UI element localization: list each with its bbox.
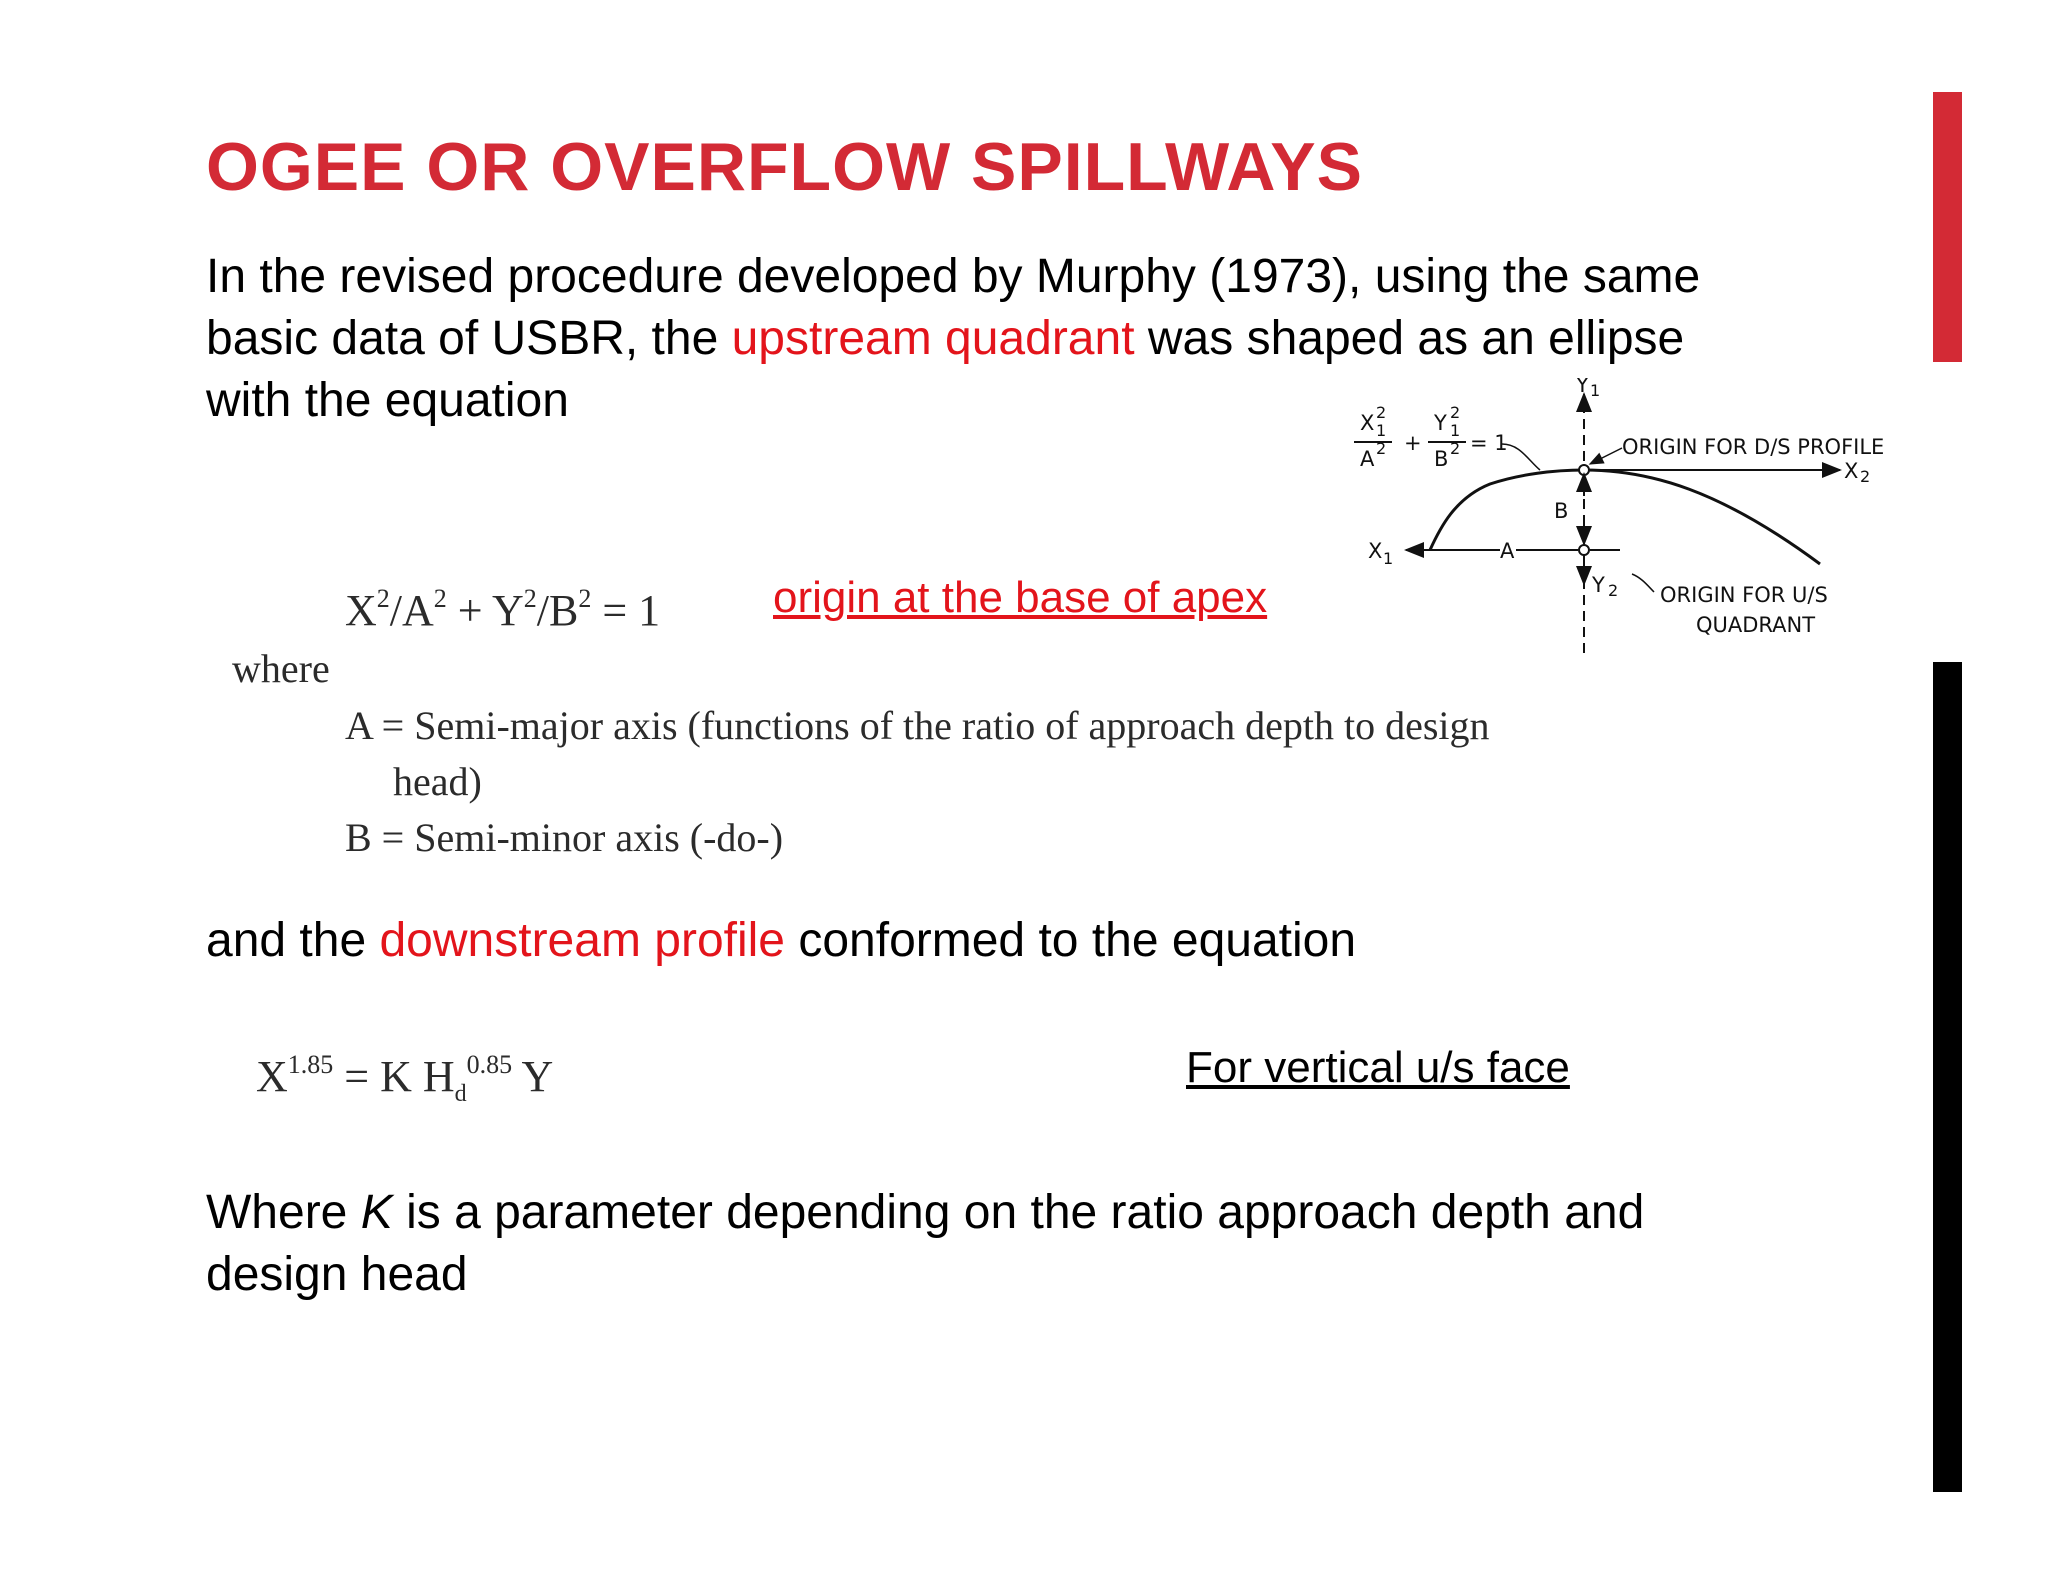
diag-x2-sub: 2 — [1860, 467, 1871, 486]
eq-a: /A — [389, 586, 434, 635]
diag-eq-b-sup: 2 — [1450, 439, 1461, 458]
diag-eq-a-sup: 2 — [1376, 439, 1387, 458]
diag-eq-x: X — [1360, 411, 1375, 435]
eq-y-exp: 2 — [523, 584, 537, 613]
intro-line-2a: basic data of USBR, the — [206, 312, 732, 365]
diag-eq-a: A — [1360, 447, 1375, 471]
eq-plus: + — [446, 586, 492, 635]
intro-line-2b: was shaped as an ellipse — [1134, 312, 1685, 365]
definition-b: B = Semi-minor axis (-do-) — [345, 815, 784, 860]
diag-origin-ds-point — [1579, 465, 1589, 475]
eq-a-exp: 2 — [433, 584, 447, 613]
diag-ds-pointer — [1590, 448, 1622, 464]
ellipse-equation — [345, 584, 660, 636]
diag-x1-sub: 1 — [1383, 549, 1394, 568]
intro-line-3: with the equation — [206, 374, 569, 427]
accent-bar-red — [1933, 92, 1962, 362]
diag-b-label: B — [1554, 499, 1569, 523]
diag-eq-leader — [1502, 444, 1540, 470]
ds-eq-mid: = K H — [333, 1052, 455, 1101]
intro-line-1: In the revised procedure developed by Murphy (1973), using the same — [206, 250, 1701, 303]
diag-y2: Y — [1592, 573, 1605, 597]
diag-origin-us-1: ORIGIN FOR U/S — [1660, 583, 1828, 607]
ds-eq-end: Y — [512, 1052, 554, 1101]
ds-eq-x-exp: 1.85 — [287, 1050, 334, 1079]
diag-origin-us-2: QUADRANT — [1696, 613, 1816, 637]
diagram-svg — [1320, 378, 1940, 658]
ds-eq-h-exp: 0.85 — [466, 1050, 513, 1079]
diag-eq-b: B — [1434, 447, 1449, 471]
diag-eq-x-sub: 1 — [1376, 421, 1387, 440]
downstream-a: and the — [206, 914, 380, 967]
downstream-equation — [256, 1050, 553, 1108]
diag-y1-sub: 1 — [1590, 381, 1601, 400]
diag-a-label: A — [1500, 539, 1515, 563]
closing-line-2: design head — [206, 1248, 468, 1301]
closing-paragraph — [206, 1182, 1644, 1306]
diag-x2: X — [1844, 459, 1859, 483]
diag-eq-y-sup: 2 — [1450, 403, 1461, 422]
eq-x-exp: 2 — [376, 584, 390, 613]
diag-eq-y: Y — [1434, 411, 1447, 435]
origin-note: origin at the base of apex — [773, 573, 1268, 622]
definition-a-cont: head) — [393, 759, 482, 804]
diag-y1: Y — [1576, 378, 1589, 397]
closing-b: is a parameter depending on the ratio approach depth and — [392, 1186, 1645, 1239]
accent-bar-black — [1933, 662, 1962, 1492]
diag-origin-us-point — [1579, 545, 1589, 555]
spillway-profile-diagram — [1320, 378, 1940, 658]
closing-a: Where — [206, 1186, 361, 1239]
diag-x1: X — [1368, 539, 1383, 563]
diag-eq-x-sup: 2 — [1376, 403, 1387, 422]
diag-origin-ds: ORIGIN FOR D/S PROFILE — [1622, 435, 1885, 459]
diag-us-leader — [1632, 574, 1654, 592]
definition-a: A = Semi-major axis (functions of the ratio of approach depth to design — [345, 703, 1490, 748]
eq-x: X — [345, 586, 377, 635]
downstream-profile-highlight: downstream profile — [379, 914, 785, 967]
eq-b: /B — [536, 586, 579, 635]
downstream-paragraph — [206, 910, 1356, 972]
ds-eq-sub: d — [454, 1081, 467, 1107]
diag-y2-sub: 2 — [1608, 581, 1619, 600]
slide-title: OGEE OR OVERFLOW SPILLWAYS — [206, 129, 1363, 205]
eq-b-exp: 2 — [578, 584, 592, 613]
upstream-quadrant-highlight: upstream quadrant — [731, 312, 1135, 365]
downstream-b: conformed to the equation — [785, 914, 1357, 967]
vertical-face-note: For vertical u/s face — [1186, 1043, 1570, 1092]
ds-eq-x: X — [256, 1052, 288, 1101]
diag-eq-y-sub: 1 — [1450, 421, 1461, 440]
diag-eq-rhs: = 1 — [1470, 431, 1508, 455]
closing-k: K — [360, 1186, 393, 1239]
where-label: where — [232, 646, 330, 691]
diag-eq-plus: + — [1404, 431, 1422, 455]
eq-y: Y — [491, 586, 524, 635]
eq-rhs: = 1 — [591, 586, 661, 635]
